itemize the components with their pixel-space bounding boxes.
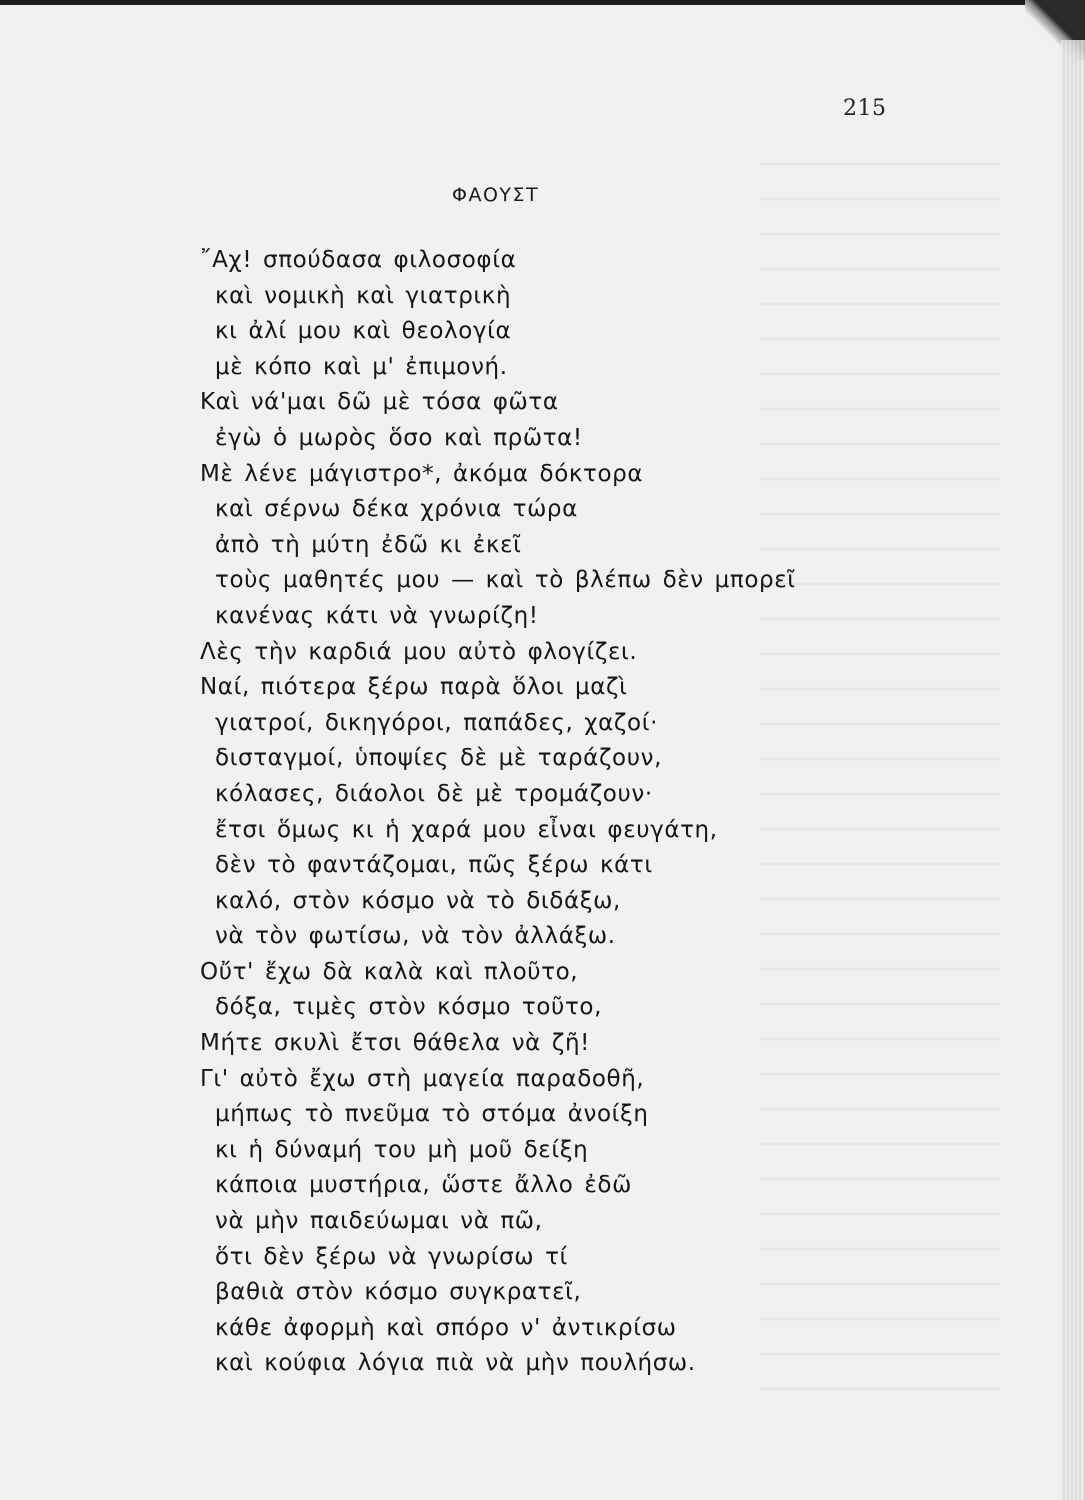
verse-line: Λὲς τὴν καρδιά μου αὐτὸ φλογίζει.	[200, 638, 638, 665]
verse-line: καὶ κούφια λόγια πιὰ νὰ μὴν πουλήσω.	[215, 1350, 696, 1377]
verse-line: δόξα, τιμὲς στὸν κόσμο τοῦτο,	[215, 994, 602, 1021]
verse-line: κανένας κάτι νὰ γνωρίζη!	[215, 602, 539, 629]
verse-line: νὰ τὸν φωτίσω, νὰ τὸν ἀλλάξω.	[215, 923, 616, 950]
verse-line: μήπως τὸ πνεῦμα τὸ στόμα ἀνοίξη	[215, 1101, 649, 1128]
page-number: 215	[843, 96, 887, 121]
verse-line: κι ἡ δύναμή του μὴ μοῦ δείξη	[215, 1136, 589, 1163]
verse-line: δὲν τὸ φαντάζομαι, πῶς ξέρω κάτι	[215, 852, 653, 879]
book-page-edges	[1061, 40, 1085, 1500]
verse-line: κάποια μυστήρια, ὥστε ἄλλο ἐδῶ	[215, 1172, 632, 1199]
verse-line: μὲ κόπο καὶ μ' ἐπιμονή.	[215, 353, 508, 380]
verse-line: Ναί, πιότερα ξέρω παρὰ ὅλοι μαζὶ	[200, 674, 628, 701]
verse-line: Καὶ νά'μαι δῶ μὲ τόσα φῶτα	[200, 389, 559, 416]
verse-line: κι ἀλί μου καὶ θεολογία	[215, 318, 512, 345]
verse-line: ὅτι δὲν ξέρω νὰ γνωρίσω τί	[215, 1243, 568, 1270]
verse-line: νὰ μὴν παιδεύωμαι νὰ πῶ,	[215, 1208, 543, 1235]
verse-line: ῎Αχ! σπούδασα φιλοσοφία	[200, 247, 517, 273]
verse-line: Μήτε σκυλὶ ἔτσι θάθελα νὰ ζῆ!	[200, 1030, 590, 1057]
speaker-heading: ΦΑΟΥΣΤ	[452, 184, 540, 206]
verse-line: κάθε ἀφορμὴ καὶ σπόρο ν' ἀντικρίσω	[215, 1314, 677, 1341]
verse-line: γιατροί, δικηγόροι, παπάδες, χαζοί·	[215, 709, 658, 736]
verse-line: βαθιὰ στὸν κόσμο συγκρατεῖ,	[215, 1279, 582, 1306]
verse-line: ἔτσι ὅμως κι ἡ χαρά μου εἶναι φευγάτη,	[215, 816, 718, 843]
verse-line: καὶ νομικὴ καὶ γιατρικὴ	[215, 282, 512, 309]
verse-line: Γι' αὐτὸ ἔχω στὴ μαγεία παραδοθῆ,	[200, 1065, 645, 1092]
verse-line: καὶ σέρνω δέκα χρόνια τώρα	[215, 496, 578, 523]
verse-line: καλό, στὸν κόσμο νὰ τὸ διδάξω,	[215, 887, 621, 914]
verse-line: ἀπὸ τὴ μύτη ἐδῶ κι ἐκεῖ	[215, 531, 522, 558]
verse-line: κόλασες, διάολοι δὲ μὲ τρομάζουν·	[215, 780, 653, 807]
verse-line: δισταγμοί, ὑποψίες δὲ μὲ ταράζουν,	[215, 745, 662, 772]
verse-line: Μὲ λένε μάγιστρο*, ἀκόμα δόκτορα	[200, 460, 644, 487]
verse-line: Οὔτ' ἔχω δὰ καλὰ καὶ πλοῦτο,	[200, 958, 579, 985]
verse-line: τοὺς μαθητές μου — καὶ τὸ βλέπω δὲν μπορεῖ	[215, 567, 796, 594]
top-page-edge	[0, 0, 1030, 5]
verse-block	[200, 243, 850, 1382]
verse-line: ἐγὼ ὁ μωρὸς ὅσο καὶ πρῶτα!	[215, 424, 583, 451]
